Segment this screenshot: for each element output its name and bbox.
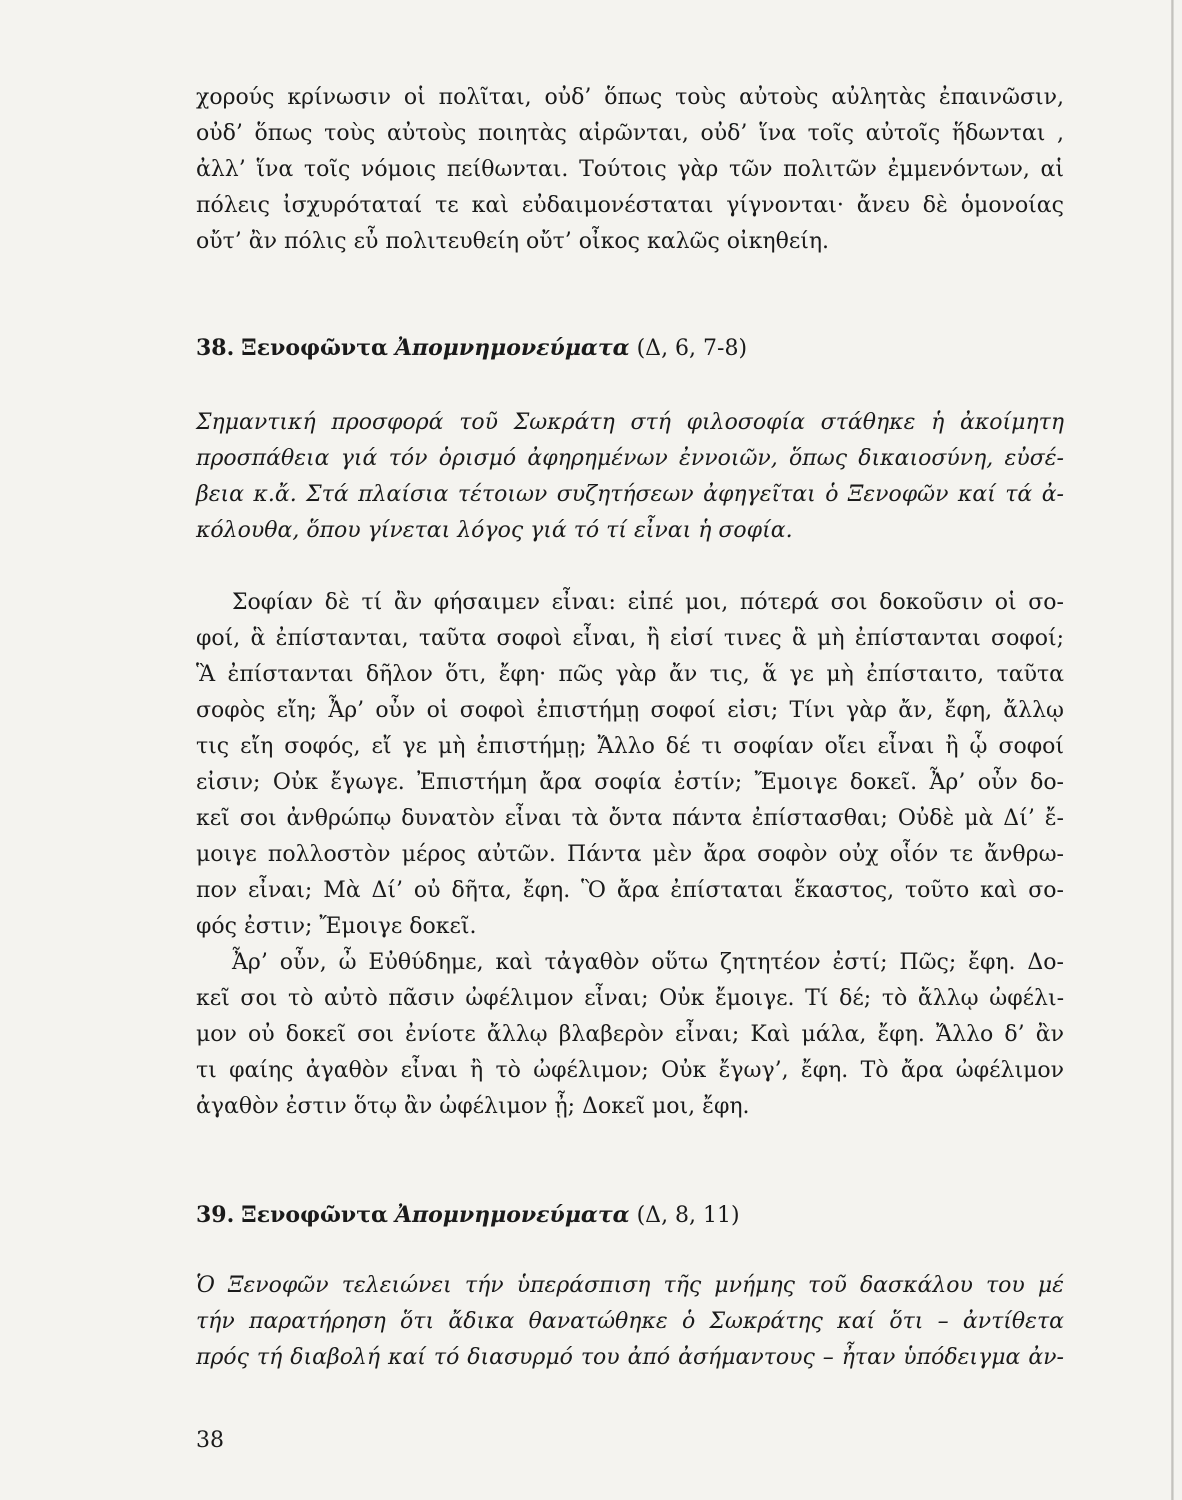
section-number: 39. <box>196 1202 235 1228</box>
text-line: μοιγε πολλοστὸν μέρος αὐτῶν. Πάντα μὲν ἄρα σοφὸν οὐχ οἷόν τε ἄνθρω- <box>196 842 1064 867</box>
summary-line: Σημαντική προσφορά τοῦ Σωκράτη στή φιλοσοφία στάθηκε ἡ ἀκοίμητη <box>196 410 1064 435</box>
text-line: κεῖ σοι τὸ αὐτὸ πᾶσιν ὠφέλιμον εἶναι; Οὐκ ἔμοιγε. Τί δέ; τὸ ἄλλῳ ὠφέλι- <box>196 986 1064 1011</box>
text-line: πόλεις ἰσχυρόταταί τε καὶ εὐδαιμονέσταται γίγνονται· ἄνευ δὲ ὁμονοίας <box>196 193 1064 218</box>
section-39-summary <box>196 1268 1064 1376</box>
section-author: Ξενοφῶντα <box>241 335 388 361</box>
page-number: 38 <box>196 1428 224 1453</box>
text-line: τις εἴη σοφός, εἴ γε μὴ ἐπιστήμῃ; Ἄλλο δέ τι σοφίαν οἴει εἶναι ἢ ᾧ σοφοί <box>196 734 1064 759</box>
summary-line: προσπάθεια γιά τόν ὁρισμό ἀφηρημένων ἐννοιῶν, ὅπως δικαιοσύνη, εὐσέ- <box>196 446 1064 471</box>
text-line: ἀγαθὸν ἐστιν ὅτῳ ἂν ὠφέλιμον ᾖ; Δοκεῖ μοι, ἔφη. <box>196 1094 750 1119</box>
text-line: οὔτ’ ἂν πόλις εὖ πολιτευθείη οὔτ’ οἶκος καλῶς οἰκηθείη. <box>196 229 830 254</box>
section-reference: (Δ, 8, 11) <box>636 1203 740 1228</box>
summary-line: Ὁ Ξενοφῶν τελειώνει τήν ὑπεράσπιση τῆς μνήμης τοῦ δασκάλου του μέ <box>196 1273 1064 1298</box>
text-line: Ἃ ἐπίστανται δῆλον ὅτι, ἔφη· πῶς γὰρ ἄν τις, ἅ γε μὴ ἐπίσταιτο, ταῦτα <box>196 662 1064 687</box>
text-line: χορούς κρίνωσιν οἱ πολῖται, οὐδ’ ὅπως τοὺς αὐτοὺς αὐλητὰς ἐπαινῶσιν, <box>196 85 1064 110</box>
summary-line: τήν παρατήρηση ὅτι ἄδικα θανατώθηκε ὁ Σωκράτης καί ὅτι – ἀντίθετα <box>196 1309 1064 1334</box>
section-reference: (Δ, 6, 7-8) <box>636 336 748 361</box>
text-line: σοφὸς εἴη; Ἆρ’ οὖν οἱ σοφοὶ ἐπιστήμῃ σοφοί εἰσι; Τίνι γὰρ ἄν, ἔφη, ἄλλῳ <box>196 698 1064 723</box>
section-38-summary <box>196 405 1064 549</box>
text-line: ἀλλ’ ἵνα τοῖς νόμοις πείθωνται. Τούτοις γὰρ τῶν πολιτῶν ἐμμενόντων, αἱ <box>196 157 1064 182</box>
text-line: μον οὐ δοκεῖ σοι ἐνίοτε ἄλλῳ βλαβερὸν εἶναι; Καὶ μάλα, ἔφη. Ἄλλο δ’ ἂν <box>196 1022 1064 1047</box>
summary-line: βεια κ.ἄ. Στά πλαίσια τέτοιων συζητήσεων ἀφηγεῖται ὁ Ξενοφῶν καί τά ἀ- <box>196 482 1064 507</box>
text-line: Σοφίαν δὲ τί ἂν φήσαιμεν εἶναι: εἰπέ μοι, πότερά σοι δοκοῦσιν οἱ σο- <box>232 590 1064 615</box>
section-author: Ξενοφῶντα <box>241 1202 388 1228</box>
text-line: Ἆρ’ οὖν, ὦ Εὐθύδημε, καὶ τἀγαθὸν οὕτω ζητητέον ἐστί; Πῶς; ἔφη. Δο- <box>232 950 1064 975</box>
text-line: φός ἐστιν; Ἔμοιγε δοκεῖ. <box>196 914 477 939</box>
section-number: 38. <box>196 335 235 361</box>
section-38-heading <box>196 330 747 367</box>
text-line: εἰσιν; Οὐκ ἔγωγε. Ἐπιστήμη ἄρα σοφία ἐστίν; Ἔμοιγε δοκεῖ. Ἆρ’ οὖν δο- <box>196 770 1064 795</box>
text-line: πον εἶναι; Μὰ Δί’ οὐ δῆτα, ἔφη. Ὃ ἄρα ἐπίσταται ἕκαστος, τοῦτο καὶ σο- <box>196 878 1064 903</box>
summary-line: κόλουθα, ὅπου γίνεται λόγος γιά τό τί εἶναι ἡ σοφία. <box>196 518 793 543</box>
section-39-heading <box>196 1197 740 1234</box>
text-line: οὐδ’ ὅπως τοὺς αὐτοὺς ποιητὰς αἱρῶνται, οὐδ’ ἵνα τοῖς αὐτοῖς ἥδωνται , <box>196 121 1064 146</box>
summary-line: πρός τή διαβολή καί τό διασυρμό του ἀπό ἀσήμαντους – ἦταν ὑπόδειγμα ἀν- <box>196 1345 1064 1370</box>
section-work-title: Ἀπομνημονεύματα <box>394 335 630 361</box>
text-line: φοί, ἃ ἐπίστανται, ταῦτα σοφοὶ εἶναι, ἢ εἰσί τινες ἃ μὴ ἐπίστανται σοφοί; <box>196 626 1064 651</box>
page-edge <box>1171 0 1174 1500</box>
intro-paragraph <box>196 80 1064 260</box>
text-line: τι φαίης ἀγαθὸν εἶναι ἢ τὸ ὠφέλιμον; Οὐκ ἔγωγ’, ἔφη. Τὸ ἄρα ὠφέλιμον <box>196 1058 1064 1083</box>
text-line: κεῖ σοι ἀνθρώπῳ δυνατὸν εἶναι τὰ ὄντα πάντα ἐπίστασθαι; Οὐδὲ μὰ Δί’ ἔ- <box>196 806 1064 831</box>
section-work-title: Ἀπομνημονεύματα <box>394 1202 630 1228</box>
section-38-text <box>196 585 1064 1125</box>
